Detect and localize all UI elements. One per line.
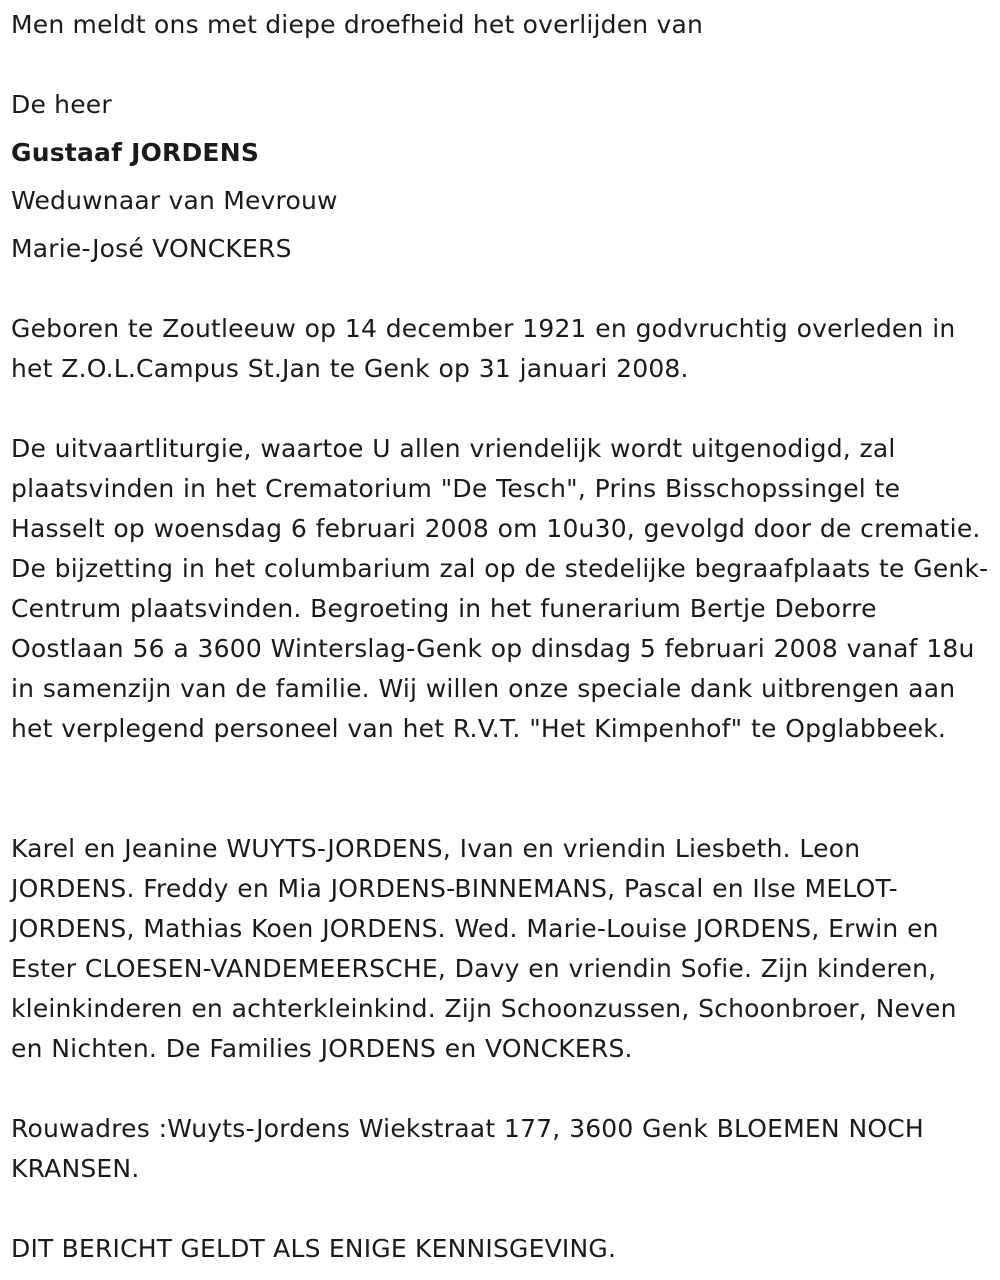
birth-death-paragraph: Geboren te Zoutleeuw op 14 december 1921 en godvruchtig overleden in het Z.O.L.Campus St.Jan te Genk op 31 januari 2008. bbox=[11, 314, 956, 383]
funeral-paragraph: De uitvaartliturgie, waartoe U allen vriendelijk wordt uitgenodigd, zal plaatsvinden in het Crematorium "De Tesch", Prins Bisschopssingel te Hasselt op woensdag 6 februari 2008 om 10u30, gevolgd door de crematie. De bijzetting in het columbarium zal op de stedelijke begraafplaats te Genk-Centrum plaatsvinden. Begroeting in het funerarium Bertje Deborre Oostlaan 56 a 3600 Winterslag-Genk op dinsdag 5 februari 2008 vanaf 18u in samenzijn van de familie. Wij willen onze speciale dank uitbrengen aan het verplegend personeel van het R.V.T. "Het Kimpenhof" te Opglabbeek. bbox=[11, 434, 989, 743]
widower-line: Weduwnaar van Mevrouw bbox=[11, 186, 338, 215]
address-paragraph: Rouwadres :Wuyts-Jordens Wiekstraat 177, 3600 Genk BLOEMEN NOCH KRANSEN. bbox=[11, 1114, 924, 1183]
spouse-name: Marie-José VONCKERS bbox=[11, 234, 292, 263]
intro-text: Men meldt ons met diepe droefheid het overlijden van bbox=[11, 10, 704, 39]
family-paragraph: Karel en Jeanine WUYTS-JORDENS, Ivan en vriendin Liesbeth. Leon JORDENS. Freddy en Mia JORDENS-BINNEMANS, Pascal en Ilse MELOT-JORDENS, Mathias Koen JORDENS. Wed. Marie-Louise JORDENS, Erwin en Ester CLOESEN-VANDEMEERSCHE, Davy en vriendin Sofie. Zijn kinderen, kleinkinderen en achterkleinkind. Zijn Schoonzussen, Schoonbroer, Neven en Nichten. De Families JORDENS en VONCKERS. bbox=[11, 834, 957, 1063]
salutation: De heer bbox=[11, 90, 112, 119]
deceased-name: Gustaaf JORDENS bbox=[11, 138, 260, 167]
notice-text: DIT BERICHT GELDT ALS ENIGE KENNISGEVING. bbox=[11, 1234, 617, 1263]
